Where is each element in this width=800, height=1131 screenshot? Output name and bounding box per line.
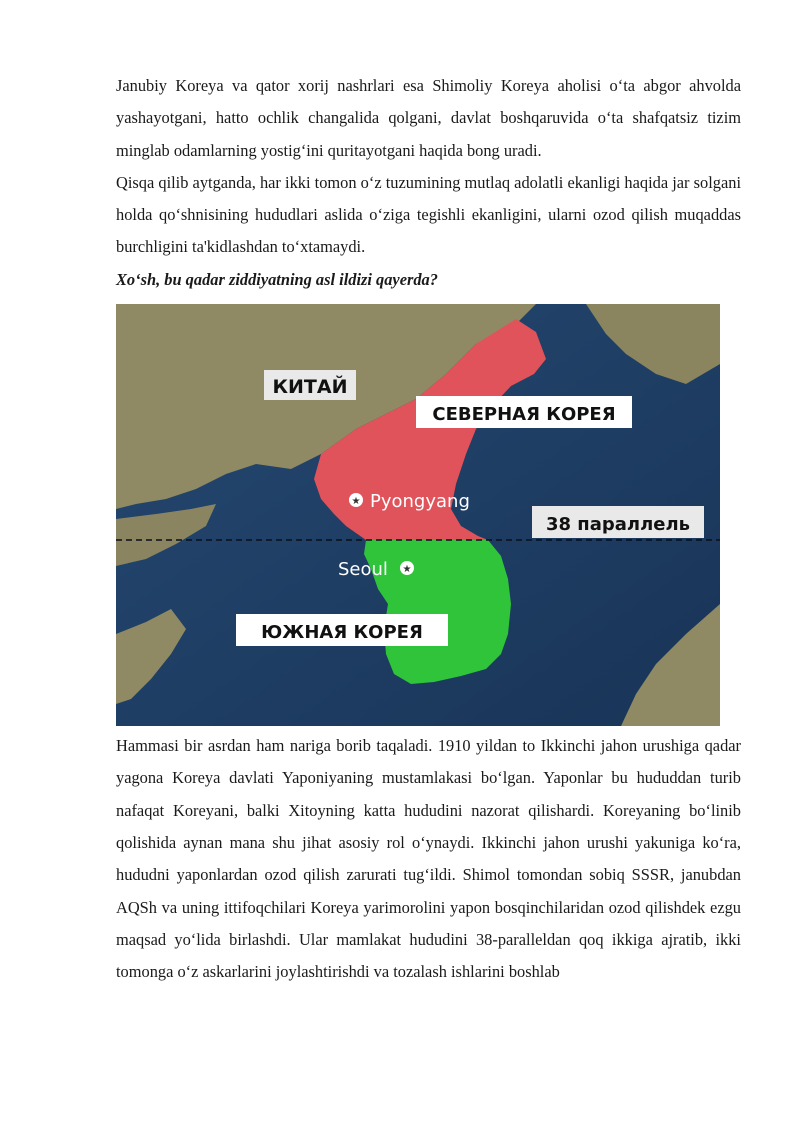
- city-pyongyang: Pyongyang: [370, 491, 470, 513]
- label-south-korea: ЮЖНАЯ КОРЕЯ: [261, 622, 423, 644]
- svg-text:★: ★: [402, 564, 412, 576]
- section-question: Xo‘sh, bu qadar ziddiyatning asl ildizi qayerda?: [116, 269, 438, 289]
- city-seoul: Seoul: [338, 559, 388, 581]
- document-page: [116, 70, 741, 988]
- paragraph-3: Hammasi bir asrdan ham nariga borib taqaladi. 1910 yildan to Ikkinchi jahon urushiga qadar yagona Koreya davlati Yaponiyaning mustamlakasi bo‘lgan. Yaponlar bu hududdan turib nafaqat Koreyani, balki Xitoyning katta hududini nazorat qilishardi. Koreyaning bo‘linib qolishida aynan mana shu jihat asosiy rol o‘ynaydi. Ikkinchi jahon urushi yakuniga ko‘ra, hududni yaponlardan ozod qilish zarurati tug‘ildi. Shimol tomondan sobiq SSSR, janubdan AQSh va uning ittifoqchilari Koreya yarimorolini yapon bosqinchilaridan ozod qilishdek ezgu maqsad yo‘lida birlashdi. Ular mamlakat hududini 38-paralleldan qoq ikkiga ajratib, ikki tomonga o‘z askarlarini joylashtirishdi va tozalash ishlarini boshlab: [116, 736, 741, 982]
- korea-map: [116, 304, 720, 726]
- paragraph-2: Qisqa qilib aytganda, har ikki tomon o‘z tuzumining mutlaq adolatli ekanligi haqida jar solgani holda qo‘shnisining hududlari aslida o‘ziga tegishli ekanligini, ularni ozod qilish muqaddas burchligini ta'kidlashdan to‘xtamaydi.: [116, 172, 741, 257]
- svg-text:★: ★: [351, 496, 361, 508]
- paragraph-1: Janubiy Koreya va qator xorij nashrlari esa Shimoliy Koreya aholisi o‘ta abgor ahvolda yashayotgani, hatto ochlik changalida qolgani, davlat boshqaruvida o‘ta shafqatsiz tizim minglab odamlarning yostig‘ini quritayotgani haqida bong uradi.: [116, 76, 741, 160]
- label-north-korea: СЕВЕРНАЯ КОРЕЯ: [432, 404, 616, 426]
- label-38-parallel: 38 параллель: [545, 514, 691, 536]
- label-china: КИТАЙ: [272, 376, 348, 399]
